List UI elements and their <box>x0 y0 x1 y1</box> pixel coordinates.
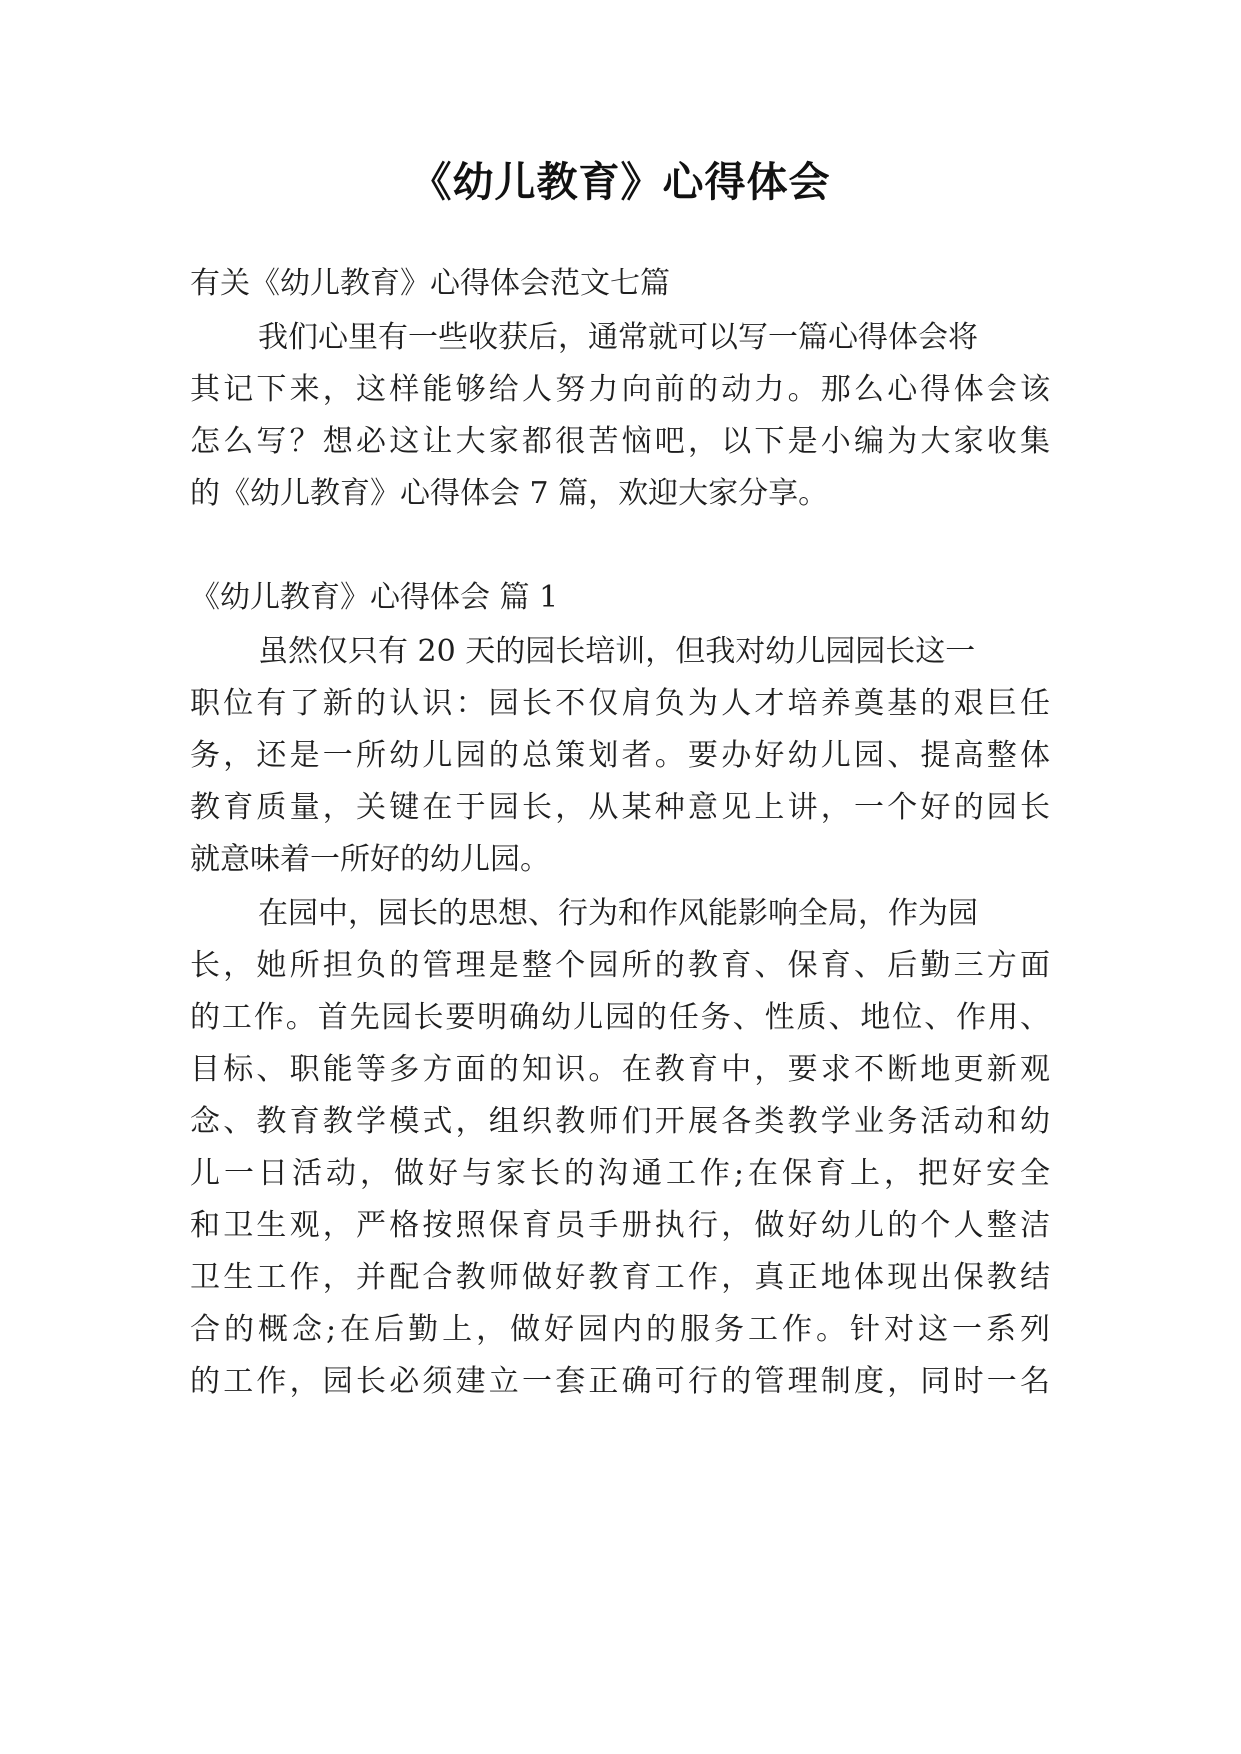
paragraph-line: 的工作，园长必须建立一套正确可行的管理制度，同时一名 <box>190 1364 1050 1399</box>
paragraph-line: 儿一日活动，做好与家长的沟通工作;在保育上，把好安全 <box>190 1156 1050 1191</box>
paragraph-line: 教育质量，关键在于园长，从某种意见上讲，一个好的园长 <box>190 790 1050 825</box>
intro-line: 我们心里有一些收获后，通常就可以写一篇心得体会将 <box>258 320 978 355</box>
paragraph-line: 卫生工作，并配合教师做好教育工作，真正地体现出保教结 <box>190 1260 1050 1295</box>
paragraph-line: 长，她所担负的管理是整个园所的教育、保育、后勤三方面 <box>190 948 1050 983</box>
paragraph-line: 和卫生观，严格按照保育员手册执行，做好幼儿的个人整洁 <box>190 1208 1050 1243</box>
paragraph-line: 虽然仅只有 20 天的园长培训，但我对幼儿园园长这一 <box>258 634 976 669</box>
intro-line: 的《幼儿教育》心得体会 7 篇，欢迎大家分享。 <box>190 476 829 511</box>
intro-line: 其记下来，这样能够给人努力向前的动力。那么心得体会该 <box>190 372 1050 407</box>
paragraph-line: 的工作。首先园长要明确幼儿园的任务、性质、地位、作用、 <box>190 1000 1050 1035</box>
paragraph-line: 职位有了新的认识：园长不仅肩负为人才培养奠基的艰巨任 <box>190 686 1050 721</box>
document-subtitle: 有关《幼儿教育》心得体会范文七篇 <box>190 266 670 301</box>
paragraph-line: 在园中，园长的思想、行为和作风能影响全局，作为园 <box>258 896 978 931</box>
paragraph-line: 就意味着一所好的幼儿园。 <box>190 842 550 877</box>
paragraph-line: 念、教育教学模式，组织教师们开展各类教学业务活动和幼 <box>190 1104 1050 1139</box>
paragraph-line: 合的概念;在后勤上，做好园内的服务工作。针对这一系列 <box>190 1312 1050 1347</box>
document-title: 《幼儿教育》心得体会 <box>410 158 831 206</box>
intro-line: 怎么写？想必这让大家都很苦恼吧，以下是小编为大家收集 <box>190 424 1050 459</box>
paragraph-line: 务，还是一所幼儿园的总策划者。要办好幼儿园、提高整体 <box>190 738 1050 773</box>
section-heading: 《幼儿教育》心得体会 篇 1 <box>190 580 559 615</box>
paragraph-line: 目标、职能等多方面的知识。在教育中，要求不断地更新观 <box>190 1052 1050 1087</box>
